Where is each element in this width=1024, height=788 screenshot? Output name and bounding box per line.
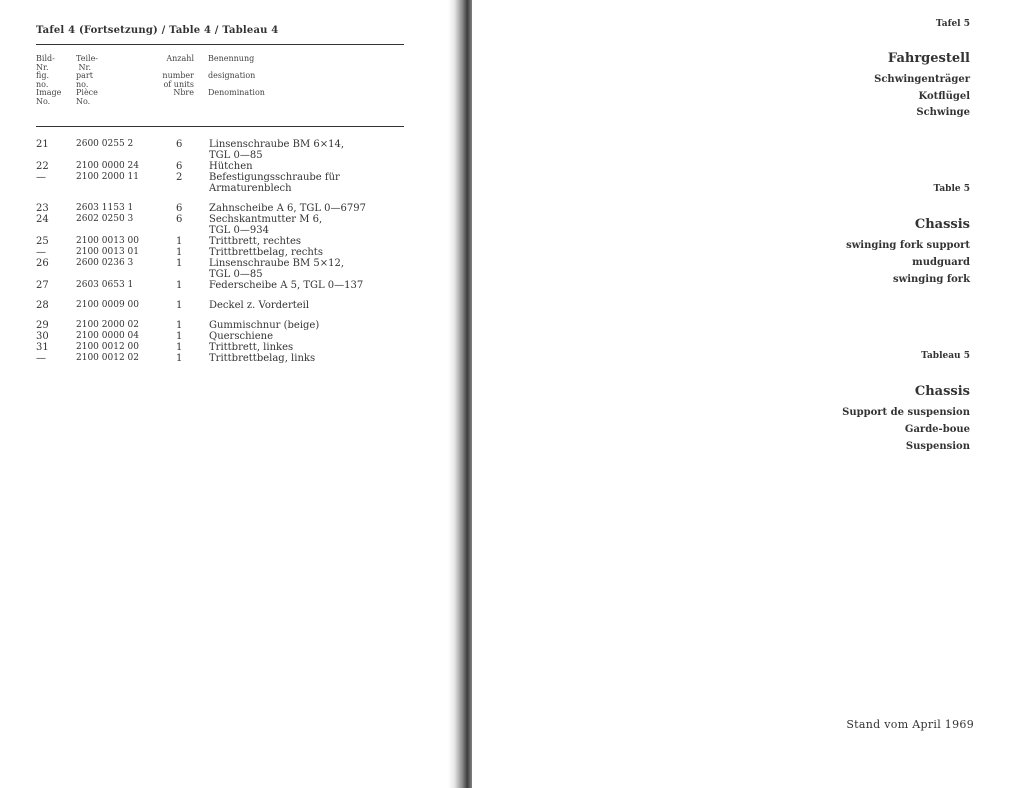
designation: Trittbrettbelag, rechts xyxy=(209,247,323,258)
quantity: 1 xyxy=(176,247,183,258)
tableau-item-2: Garde-boue xyxy=(904,424,970,435)
quantity: 1 xyxy=(176,236,183,247)
tafel-item-2: Kotflügel xyxy=(918,91,970,102)
fig-number: 21 xyxy=(36,139,49,150)
fig-number: 28 xyxy=(36,300,49,311)
designation: Zahnscheibe A 6, TGL 0—6797 xyxy=(209,203,366,214)
header-fig-no: Bild- Nr. fig. no. Image No. xyxy=(36,54,62,106)
fig-number: 25 xyxy=(36,236,49,247)
table-heading: Chassis xyxy=(914,217,970,232)
fig-number: 26 xyxy=(36,258,49,269)
part-number: 2100 2000 11 xyxy=(76,172,139,182)
tableau-item-3: Suspension xyxy=(905,441,970,452)
quantity: 1 xyxy=(176,280,183,291)
tafel-heading: Fahrgestell xyxy=(887,51,970,66)
tafel-item-3: Schwinge xyxy=(916,107,970,118)
table-row xyxy=(36,161,436,172)
designation: Trittbrett, rechtes xyxy=(209,236,301,247)
table-row xyxy=(36,172,436,194)
part-number: 2603 1153 1 xyxy=(76,203,134,213)
table-item-1: swinging fork support xyxy=(846,240,970,251)
quantity: 6 xyxy=(176,203,183,214)
quantity: 1 xyxy=(176,258,183,269)
left-page xyxy=(0,0,455,788)
quantity: 2 xyxy=(176,172,183,183)
table-row xyxy=(36,139,436,161)
header-quantity: Anzahl number of units Nbre xyxy=(162,54,194,98)
table-item-2: mudguard xyxy=(912,257,970,268)
table-row xyxy=(36,247,436,258)
header-part-no: Teile- Nr. part no. Pièce No. xyxy=(76,54,99,106)
fig-number: — xyxy=(36,172,46,183)
header-bottom-rule xyxy=(36,126,404,127)
designation: Querschiene xyxy=(209,331,273,342)
table-row xyxy=(36,194,436,203)
parts-list xyxy=(36,139,436,364)
part-number: 2600 0255 2 xyxy=(76,139,134,149)
table-title: Tafel 4 (Fortsetzung) / Table 4 / Tableau 4 xyxy=(36,25,279,36)
designation: Federscheibe A 5, TGL 0—137 xyxy=(209,280,364,291)
tafel-label: Tafel 5 xyxy=(935,19,970,29)
designation: Sechskantmutter M 6, TGL 0—934 xyxy=(209,214,323,236)
designation: Linsenschraube BM 5×12, TGL 0—85 xyxy=(209,258,345,280)
table-label: Table 5 xyxy=(933,184,970,194)
fig-number: — xyxy=(36,247,46,258)
part-number: 2100 0000 04 xyxy=(76,331,139,341)
header-top-rule xyxy=(36,44,404,45)
fig-number: 30 xyxy=(36,331,49,342)
table-row xyxy=(36,236,436,247)
designation: Deckel z. Vorderteil xyxy=(209,300,310,311)
table-row xyxy=(36,291,436,300)
quantity: 1 xyxy=(176,300,183,311)
header-designation: Benennung designation Denomination xyxy=(208,54,265,98)
table-row xyxy=(36,280,436,291)
part-number: 2602 0250 3 xyxy=(76,214,134,224)
part-number: 2100 0012 02 xyxy=(76,353,139,363)
table-row xyxy=(36,311,436,320)
designation: Trittbrett, linkes xyxy=(209,342,294,353)
quantity: 6 xyxy=(176,214,183,225)
stand-date: Stand vom April 1969 xyxy=(846,718,974,731)
table-row xyxy=(36,203,436,214)
quantity: 1 xyxy=(176,342,183,353)
quantity: 1 xyxy=(176,331,183,342)
fig-number: 22 xyxy=(36,161,49,172)
tableau-item-1: Support de suspension xyxy=(842,407,970,418)
quantity: 1 xyxy=(176,353,183,364)
part-number: 2100 2000 02 xyxy=(76,320,139,330)
fig-number: — xyxy=(36,353,46,364)
designation: Hütchen xyxy=(209,161,253,172)
table-row xyxy=(36,342,436,353)
tableau-heading: Chassis xyxy=(914,384,970,399)
part-number: 2100 0013 01 xyxy=(76,247,139,257)
tableau-label: Tableau 5 xyxy=(921,351,970,361)
table-row xyxy=(36,320,436,331)
fig-number: 29 xyxy=(36,320,49,331)
table-row xyxy=(36,258,436,280)
part-number: 2603 0653 1 xyxy=(76,280,134,290)
quantity: 6 xyxy=(176,139,183,150)
designation: Trittbrettbelag, links xyxy=(209,353,316,364)
part-number: 2600 0236 3 xyxy=(76,258,134,268)
fig-number: 24 xyxy=(36,214,49,225)
part-number: 2100 0013 00 xyxy=(76,236,139,246)
table-row xyxy=(36,300,436,311)
quantity: 6 xyxy=(176,161,183,172)
designation: Befestigungsschraube für Armaturenblech xyxy=(209,172,340,194)
quantity: 1 xyxy=(176,320,183,331)
tafel-item-1: Schwingenträger xyxy=(874,74,970,85)
fig-number: 27 xyxy=(36,280,49,291)
part-number: 2100 0009 00 xyxy=(76,300,139,310)
fig-number: 31 xyxy=(36,342,49,353)
designation: Linsenschraube BM 6×14, TGL 0—85 xyxy=(209,139,345,161)
part-number: 2100 0000 24 xyxy=(76,161,139,171)
right-page xyxy=(472,0,1024,788)
table-item-3: swinging fork xyxy=(892,274,970,285)
fig-number: 23 xyxy=(36,203,49,214)
designation: Gummischnur (beige) xyxy=(209,320,320,331)
table-row xyxy=(36,331,436,342)
table-row xyxy=(36,353,436,364)
part-number: 2100 0012 00 xyxy=(76,342,139,352)
table-row xyxy=(36,214,436,236)
